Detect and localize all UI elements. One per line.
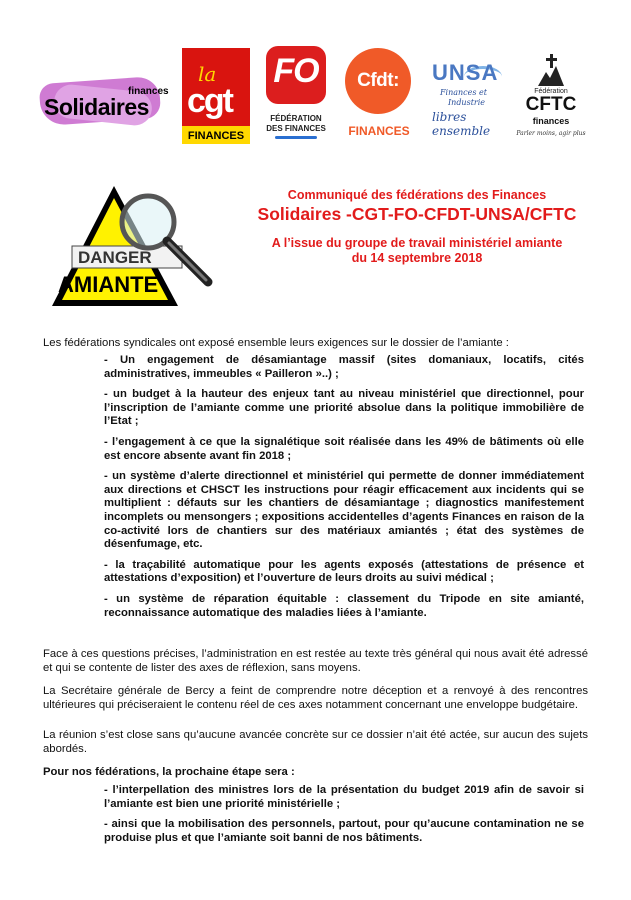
danger-amiante-sign xyxy=(48,182,228,312)
cgt-logo-la: la xyxy=(198,62,217,86)
intro-text: Les fédérations syndicales ont exposé ensemble leurs exigences sur le dossier de l’amiante : xyxy=(43,337,509,349)
cftc-logo-top: Fédération xyxy=(534,88,568,95)
unsa-logo-line2: Industrie xyxy=(448,98,486,107)
fo-logo-line2: DES FINANCES xyxy=(266,124,326,133)
union-logos-row xyxy=(0,40,631,150)
cfdt-logo-sub: FINANCES xyxy=(348,124,410,138)
danger-label: DANGER xyxy=(78,248,152,267)
cftc-logo-name: CFTC xyxy=(525,94,577,115)
paragraph: La réunion s’est close sans qu’aucune avancée concrète sur ce dossier n’ait été actée, sur aucun des sujets abordés. xyxy=(43,729,588,755)
list-item: - l’interpellation des ministres lors de la présentation du budget 2019 afin de savoir si l’amiante est bien une priorité ministérielle ; xyxy=(104,784,584,810)
unsa-logo-line1: Finances et xyxy=(440,88,487,97)
list-item: - un système d’alerte directionnel et ministériel qui permette de donner immédiatement aux directions et CHSCT les instructions pour réagir efficacement aux incidents qui se multiplient : défauts sur les chantiers de désamiantage ; diagnostics manifestement incomplets ou mensongers ; expositions accidentelles d’agents Finances en raison de la co-activité lors de chantiers sur des matériaux amiantés ; état des systèmes de désenfumage, etc. xyxy=(104,470,584,551)
header-line1: Communiqué des fédérations des Finances xyxy=(287,188,547,202)
cfdt-logo-name: Cfdt: xyxy=(357,70,399,91)
communique-header xyxy=(232,188,602,265)
list-item: - l’engagement à ce que la signalétique soit réalisée dans les 49% de bâtiments où elle est encore absente avant fin 2018 ; xyxy=(104,435,584,462)
list-item: - ainsi que la mobilisation des personnels, partout, pour qu’aucune contamination ne se produise plus et que l’amiante soit banni de nos bâtiments. xyxy=(104,818,584,844)
header-date: du 14 septembre 2018 xyxy=(351,251,483,265)
paragraph: La Secrétaire générale de Bercy a feint de comprendre notre déception et a renvoyé à des rencontres ultérieures qui préciseraient le contenu réel de ces axes notamment concernant une enveloppe budgétaire. xyxy=(43,685,588,711)
list-item: - la traçabilité automatique pour les agents exposés (attestations de présence et attestations d’exposition) et l’ouverture de leurs droits au suivi médical ; xyxy=(104,558,584,585)
unsa-logo-tagline: libres ensemble xyxy=(432,110,491,138)
fo-logo xyxy=(263,46,329,142)
solidaires-logo-name: Solidaires xyxy=(44,94,149,120)
paragraph: Face à ces questions précises, l’administration en est restée au texte très général qui nous avait été adressé et qui se contente de lister des axes de réflexion, sans moyens. xyxy=(43,648,588,674)
fo-logo-name: FO xyxy=(273,52,319,90)
amiante-label: AMIANTE xyxy=(58,272,159,297)
solidaires-logo xyxy=(40,78,168,126)
cftc-cross-icon xyxy=(516,50,586,90)
cgt-logo-sub: FINANCES xyxy=(187,130,245,142)
list-item: - Un engagement de désamiantage massif (sites domaniaux, locatifs, cités administratives, immeubles « Pailleron »..) ; xyxy=(104,354,584,380)
list-item: - un système de réparation équitable : classement du Tripode en site amianté, reconnaissance automatique des maladies liées à l’amiante. xyxy=(104,592,584,619)
next-steps-list xyxy=(104,784,584,852)
unsa-logo-name: UNSA xyxy=(432,60,499,85)
next-step-title: Pour nos fédérations, la prochaine étape sera : xyxy=(43,766,295,778)
cfdt-logo xyxy=(343,48,415,140)
cgt-logo-name: cgt xyxy=(187,82,232,120)
header-unions: Solidaires -CGT-FO-CFDT-UNSA/CFTC xyxy=(257,204,577,224)
cftc-logo-sub: finances xyxy=(532,116,570,126)
list-item: - un budget à la hauteur des enjeux tant au niveau ministériel que directionnel, pour l’inscription de l’amiante comme une priorité absolue dans la politique immobilière de l’Etat ; xyxy=(104,388,584,428)
fo-logo-line1: FÉDÉRATION xyxy=(270,114,322,123)
solidaires-logo-sub: finances xyxy=(128,86,169,97)
cgt-logo xyxy=(182,48,250,144)
demands-list xyxy=(104,354,584,627)
cftc-logo-tagline: Parler moins, agir plus xyxy=(516,130,586,137)
cftc-logo xyxy=(516,50,586,144)
unsa-logo xyxy=(430,60,506,138)
header-line3: A l’issue du groupe de travail ministériel amiante xyxy=(271,236,563,250)
